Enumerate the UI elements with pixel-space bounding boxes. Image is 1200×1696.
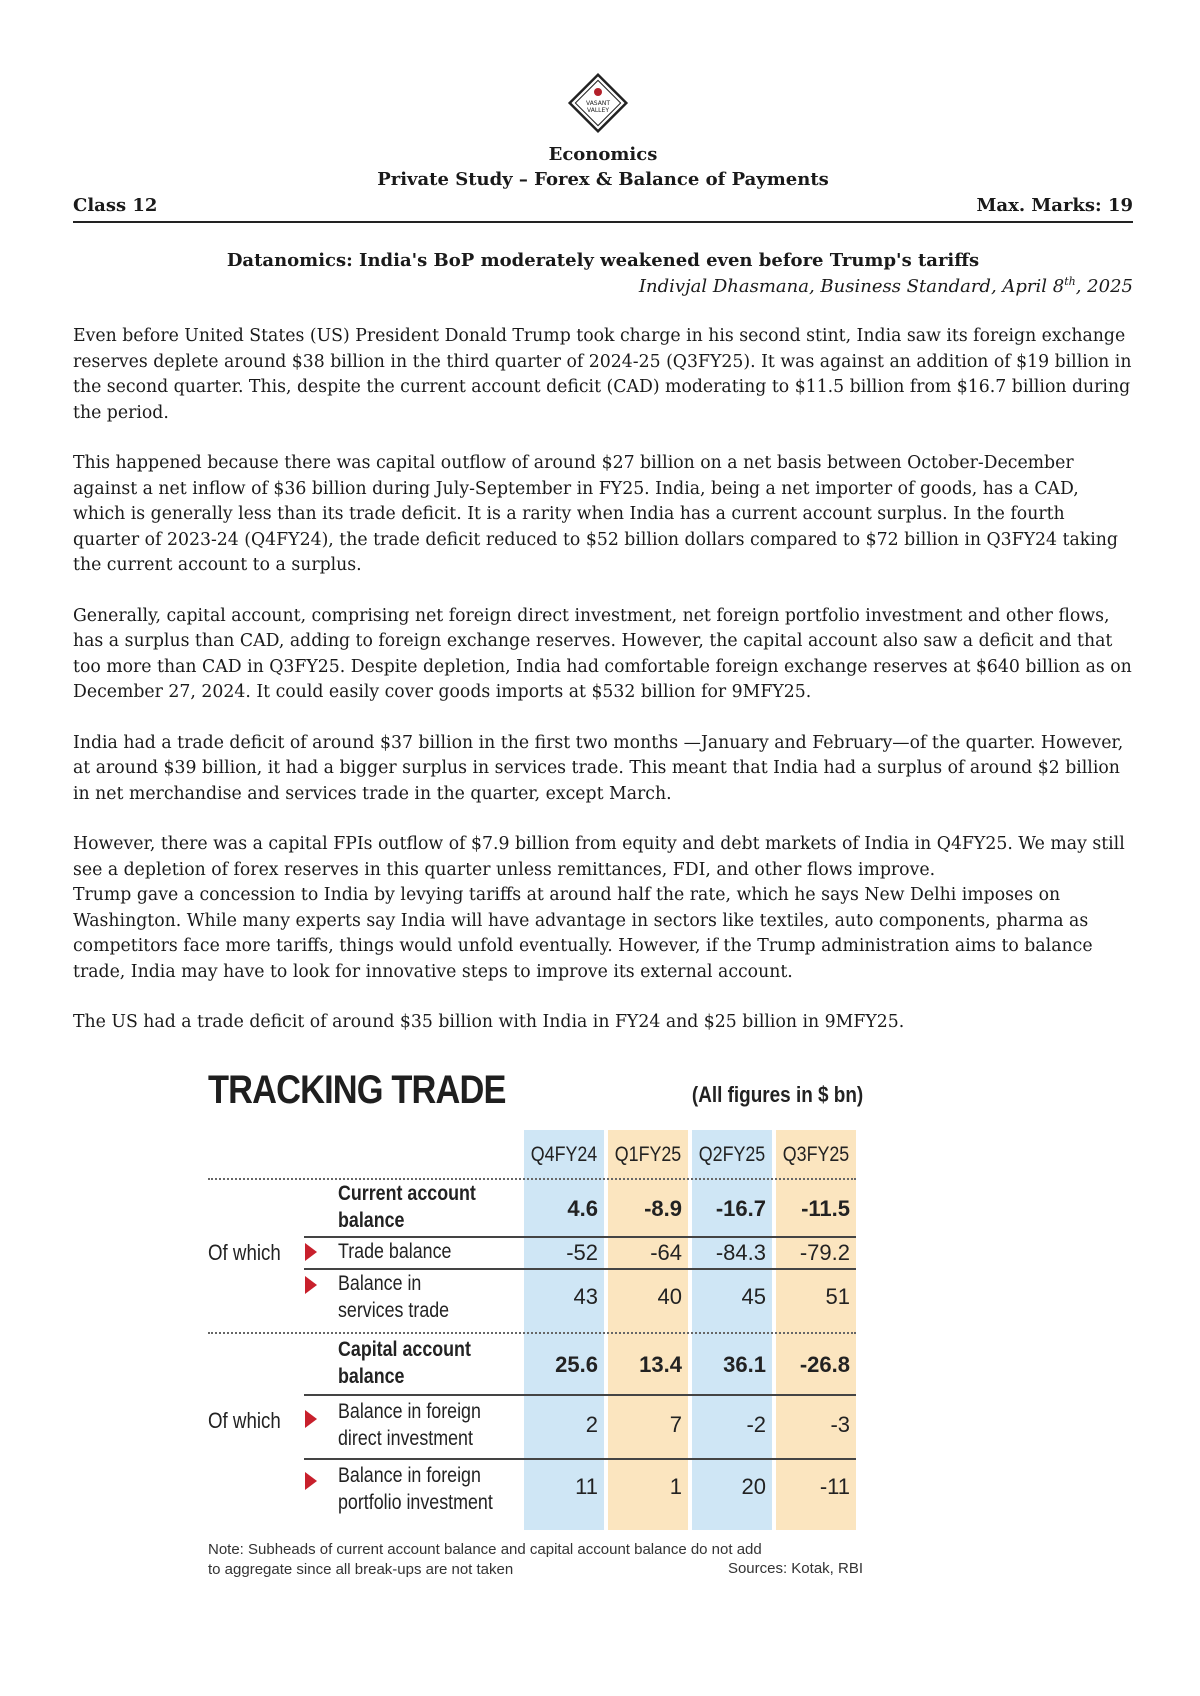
table-cell: 1 xyxy=(669,1474,682,1499)
table-cell: 36.1 xyxy=(723,1352,766,1377)
class-label: Class 12 xyxy=(73,195,158,216)
table-cell: -79.2 xyxy=(799,1240,850,1265)
red-arrow-icon xyxy=(305,1276,317,1294)
table-cell: 51 xyxy=(825,1284,850,1309)
article-body xyxy=(73,324,1133,1061)
table-cell: -26.8 xyxy=(799,1352,850,1377)
of-which-label: Of which xyxy=(208,1240,281,1265)
article-byline: Indivjal Dhasmana, Business Standard, April 8th, 2025 xyxy=(638,275,1133,297)
school-logo xyxy=(563,68,633,138)
column-band xyxy=(692,1130,772,1530)
column-band xyxy=(608,1130,688,1530)
table-cell: 4.6 xyxy=(567,1196,598,1221)
red-arrow-icon xyxy=(305,1243,317,1261)
row-label: Balance in foreign direct investment xyxy=(338,1400,481,1450)
article-title: Datanomics: India's BoP moderately weakened even before Trump's tariffs xyxy=(226,250,980,271)
dotted-divider xyxy=(208,1332,856,1334)
paragraph: The US had a trade deficit of around $35 billion with India in FY24 and $25 billion in 9MFY25. xyxy=(73,1012,905,1032)
paragraph: This happened because there was capital outflow of around $27 billion on a net basis between October-December against a net inflow of $36 billion during July-September in FY25. India, being a net importer of goods, has a CAD, which is generally less than its trade deficit. It is a rarity when India has a current account surplus. In the fourth quarter of 2023-24 (Q4FY24), the trade deficit reduced to $52 billion dollars compared to $72 billion in Q3FY24 taking the current account to a surplus. xyxy=(73,453,1118,575)
row-divider xyxy=(304,1394,856,1396)
row-label: Capital account balance xyxy=(338,1338,471,1388)
table-sources: Sources: Kotak, RBI xyxy=(727,1560,863,1577)
row-label: Trade balance xyxy=(338,1240,452,1263)
column-header: Q3FY25 xyxy=(782,1143,850,1166)
table-cell: 2 xyxy=(585,1412,598,1437)
table-title: TRACKING TRADE xyxy=(208,1068,506,1112)
red-arrow-icon xyxy=(305,1472,317,1490)
document-title: Private Study – Forex & Balance of Payments xyxy=(377,169,829,190)
column-header: Q1FY25 xyxy=(614,1143,682,1166)
red-arrow-icon xyxy=(305,1410,317,1428)
table-cell: 7 xyxy=(669,1412,682,1437)
subject-heading: Economics xyxy=(548,144,658,165)
row-divider xyxy=(304,1458,856,1460)
table-cell: 45 xyxy=(741,1284,766,1309)
column-header: Q2FY25 xyxy=(698,1143,766,1166)
of-which-label: Of which xyxy=(208,1408,281,1433)
max-marks-label: Max. Marks: 19 xyxy=(976,195,1133,216)
row-label: Balance in foreign portfolio investment xyxy=(338,1464,493,1514)
paragraph: India had a trade deficit of around $37 billion in the first two months —January and February—of the quarter. However, at around $39 billion, it had a bigger surplus in services trade. This meant that India had a surplus of around $2 billion in net merchandise and services trade in the quarter, except March. xyxy=(73,732,1124,804)
table-cell: -11 xyxy=(819,1474,850,1499)
table-cell: 20 xyxy=(741,1474,766,1499)
paragraph: However, there was a capital FPIs outflow of $7.9 billion from equity and debt markets of India in Q4FY25. We may still see a depletion of forex reserves in this quarter unless remittances, FDI, and other flows improve. xyxy=(73,834,1125,880)
table-cell: 13.4 xyxy=(639,1352,682,1377)
table-cell: -16.7 xyxy=(715,1196,766,1221)
column-band xyxy=(776,1130,856,1530)
table-unit: (All figures in $ bn) xyxy=(691,1082,863,1107)
table-cell: -8.9 xyxy=(644,1196,682,1221)
tracking-trade-table xyxy=(208,1068,863,1588)
table-cell: 25.6 xyxy=(555,1352,598,1377)
column-header: Q4FY24 xyxy=(530,1143,598,1166)
logo-text-bottom: VALLEY xyxy=(587,107,609,114)
paragraph: Generally, capital account, comprising net foreign direct investment, net foreign portfolio investment and other flows, has a surplus than CAD, adding to foreign exchange reserves. However, the capital account also saw a deficit and that too more than CAD in Q3FY25. Despite depletion, India had comfortable foreign exchange reserves at $640 billion as on December 27, 2024. It could easily cover goods imports at $532 billion for 9MFY25. xyxy=(73,605,1132,702)
dotted-divider xyxy=(208,1178,856,1180)
row-label: Current account balance xyxy=(338,1182,476,1232)
table-cell: -11.5 xyxy=(801,1196,850,1221)
paragraph: Even before United States (US) President Donald Trump took charge in his second stint, India saw its foreign exchange reserves deplete around $38 billion in the third quarter of 2024-25 (Q3FY25). It was against an addition of $19 billion in the second quarter. This, despite the current account deficit (CAD) moderating to $11.5 billion from $16.7 billion during the period. xyxy=(73,326,1132,423)
table-cell: -52 xyxy=(566,1240,598,1265)
row-label: Balance in services trade xyxy=(338,1272,450,1322)
table-cell: 11 xyxy=(575,1474,598,1499)
table-cell: -3 xyxy=(830,1412,850,1437)
table-cell: -84.3 xyxy=(715,1240,766,1265)
table-cell: 43 xyxy=(573,1284,598,1309)
table-cell: 40 xyxy=(657,1284,682,1309)
table-cell: -2 xyxy=(746,1412,766,1437)
column-band xyxy=(524,1130,604,1530)
logo-text-top: VASANT xyxy=(585,100,611,107)
paragraph: Trump gave a concession to India by levying tariffs at around half the rate, which he says New Delhi imposes on Washington. While many experts say India will have advantage in sectors like textiles, auto components, pharma as competitors face more tariffs, things would unfold eventually. However, if the Trump administration aims to balance trade, India may have to look for innovative steps to improve its external account. xyxy=(73,885,1093,982)
class-marks-row xyxy=(73,195,1133,223)
table-note: Note: Subheads of current account balance and capital account balance do not add to aggregate since all break-ups are not taken xyxy=(208,1541,762,1578)
vasant-valley-crest-icon xyxy=(563,68,633,138)
table-cell: -64 xyxy=(650,1240,682,1265)
